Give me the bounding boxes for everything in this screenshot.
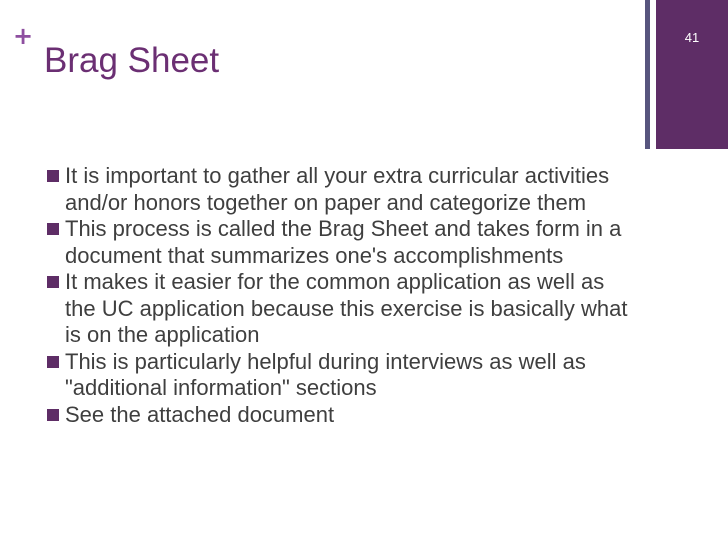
bullet-item — [47, 216, 637, 269]
bullet-text: This is particularly helpful during interviews as well as "additional information" sections — [65, 348, 586, 400]
bullet-item — [47, 269, 637, 349]
square-bullet-icon — [47, 276, 59, 288]
square-bullet-icon — [47, 223, 59, 235]
plus-icon: + — [13, 22, 34, 50]
accent-panel — [656, 0, 728, 149]
square-bullet-icon — [47, 356, 59, 368]
accent-bar-thin — [645, 0, 650, 149]
bullet-text: See the attached document — [65, 401, 335, 427]
bullet-text: This process is called the Brag Sheet and takes form in a document that summarizes one's accomplishments — [65, 216, 622, 268]
bullet-text: It makes it easier for the common application as well as the UC application because this exercise is basically what is on the application — [65, 269, 628, 347]
bullet-text: It is important to gather all your extra curricular activities and/or honors together on paper and categorize them — [65, 163, 610, 215]
bullet-item — [47, 349, 637, 402]
bullet-item — [47, 163, 637, 216]
bullet-list — [47, 163, 637, 428]
square-bullet-icon — [47, 409, 59, 421]
bullet-item — [47, 402, 637, 429]
square-bullet-icon — [47, 170, 59, 182]
slide-title: Brag Sheet — [44, 41, 220, 80]
page-number: 41 — [684, 30, 700, 45]
